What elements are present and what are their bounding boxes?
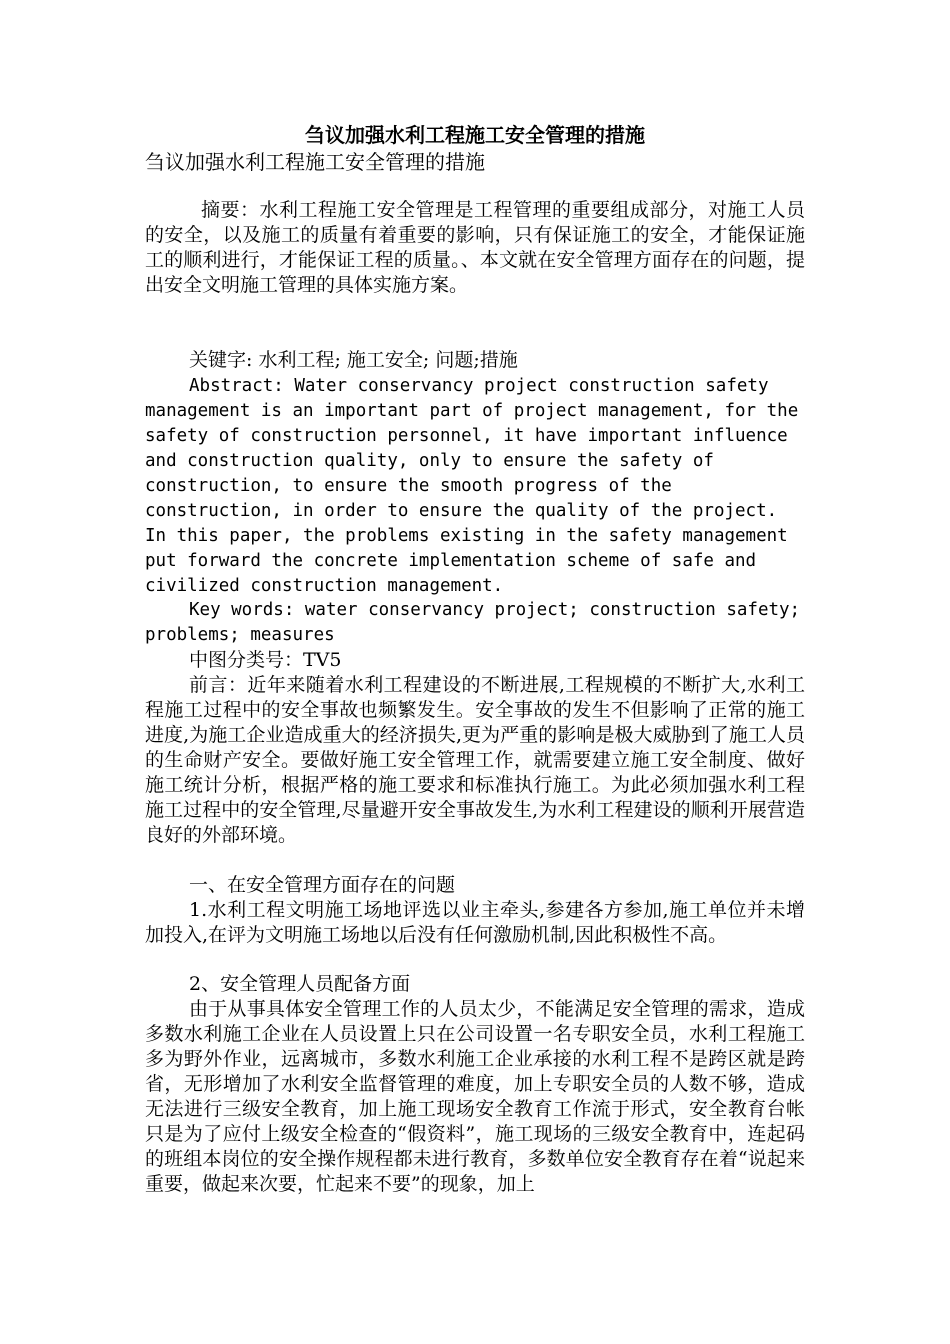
list-item-1: 1.水利工程文明施工场地评选以业主牵头,参建各方参加,施工单位并未增加投入,在评为文明施工场地以后没有任何激励机制,因此积极性不高。 — [145, 899, 805, 946]
keywords-cn: 关键字: 水利工程; 施工安全; 问题;措施 — [189, 349, 518, 371]
subheading-staffing: 2、安全管理人员配备方面 — [189, 973, 411, 995]
keywords-en: Key words: water conservancy project; construction safety; problems; measures — [145, 600, 801, 645]
section-heading-problems: 一、在安全管理方面存在的问题 — [189, 874, 456, 896]
classification-number: 中图分类号：TV5 — [189, 649, 342, 671]
preface-paragraph: 前言：近年来随着水利工程建设的不断进展,工程规模的不断扩大,水利工程施工过程中的安全事故也频繁发生。安全事故的发生不但影响了正常的施工进度,为施工企业造成重大的经济损失,更为严重的影响是极大威胁到了施工人员的生命财产安全。要做好施工安全管理工作，就需要建立施工安全制度、做好施工统计分析，根据严格的施工要求和标准执行施工。为此必须加强水利工程施工过程中的安全管理,尽量避开安全事故发生,为水利工程建设的顺利开展营造良好的外部环境。 — [145, 674, 805, 846]
document-subtitle: 刍议加强水利工程施工安全管理的措施 — [145, 150, 485, 174]
abstract-cn: 摘要：水利工程施工安全管理是工程管理的重要组成部分，对施工人员的安全，以及施工的质量有着重要的影响，只有保证施工的安全，才能保证施工的顺利进行，才能保证工程的质量。、本文就在安全管理方面存在的问题，提出安全文明施工管理的具体实施方案。 — [145, 199, 805, 296]
abstract-en: Abstract: Water conservancy project construction safety management is an important part of project management, for the safety of construction personnel, it have important influence and construction quality, only to ensure the safety of construction, to ensure the smooth progress of the construction, in order to ensure the quality of the project. In this paper, the problems existing in the safety management put forward the concrete implementation scheme of safe and civilized construction management. — [145, 376, 799, 596]
document-title: 刍议加强水利工程施工安全管理的措施 — [305, 123, 645, 147]
staffing-paragraph: 由于从事具体安全管理工作的人员太少，不能满足安全管理的需求，造成多数水利施工企业在人员设置上只在公司设置一名专职安全员，水利工程施工多为野外作业，远离城市，多数水利施工企业承接的水利工程不是跨区就是跨省，无形增加了水利安全监督管理的难度，加上专职安全员的人数不够，造成无法进行三级安全教育，加上施工现场安全教育工作流于形式，安全教育台帐只是为了应付上级安全检查的“假资料”，施工现场的三级安全教育中，连起码的班组本岗位的安全操作规程都未进行教育，多数单位安全教育存在着“说起来重要，做起来次要，忙起来不要”的现象，加上 — [145, 998, 805, 1195]
